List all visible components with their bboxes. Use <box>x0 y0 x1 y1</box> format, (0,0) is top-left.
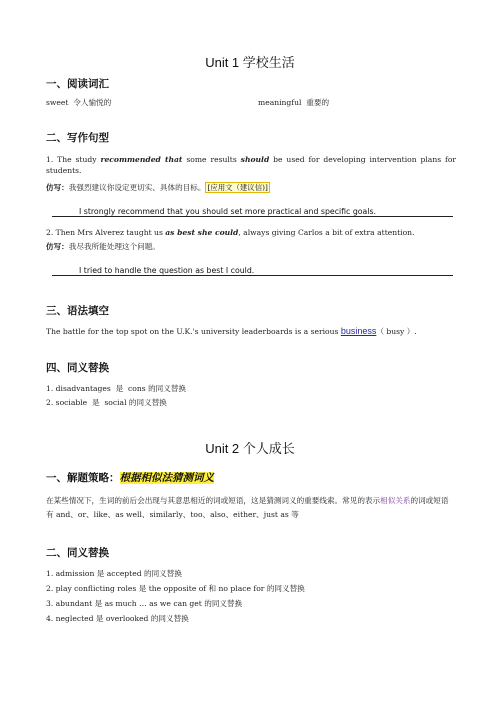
grammar-heading: 三、语法填空 <box>46 305 109 317</box>
imitation-1: 仿写：我强烈建议你设定更切实、具体的目标。 [应用文（建议信)] <box>46 183 268 192</box>
reading-vocab-heading: 一、阅读词汇 <box>46 78 109 90</box>
application-tag: [应用文（建议信)] <box>207 183 268 192</box>
unit2-synonym-2: 2. play conflicting roles 是 the opposite of 和 no place for 的同义替换 <box>46 584 305 593</box>
unit2-synonym-4: 4. neglected 是 overlooked 的同义替换 <box>46 614 189 623</box>
unit2-synonym-heading: 二、同义替换 <box>46 547 109 559</box>
sentence-2: 2. Then Mrs Alverez taught us as best she could, always giving Carlos a bit of extra attention. <box>46 228 415 237</box>
unit2-synonym-3: 3. abundant 是 as much … as we can get 的同义替换 <box>46 599 243 608</box>
unit1-title: Unit 1 学校生活 <box>205 55 295 70</box>
imitation-2: 仿写：我尽我所能处理这个问题。 <box>46 242 160 251</box>
grammar-sentence: The battle for the top spot on the U.K.'s university leaderboards is a serious business（ busy ）. <box>46 326 417 336</box>
strategy-highlight: 根据相似法猜测词义 <box>119 472 214 484</box>
grammar-answer: business <box>340 326 377 336</box>
imitation-2-answer: I tried to handle the question as best I could. <box>52 265 453 276</box>
synonym-heading: 四、同义替换 <box>46 362 109 374</box>
strategy-paragraph: 在某些情况下，生词的前后会出现与其意思相近的词或短语，这是猜测词义的重要线索。常见的表示相似关系的词或短语有 and、or、like、as well、similarly、too、also、either、just as 等 <box>46 496 449 519</box>
unit2-synonym-1: 1. admission 是 accepted 的同义替换 <box>46 569 182 578</box>
imitation-1-answer: I strongly recommend that you should set more practical and specific goals. <box>52 206 453 217</box>
synonym-item-1: 1. disadvantages 是 cons 的同义替换 <box>46 384 187 393</box>
writing-patterns-heading: 二、写作句型 <box>46 132 109 144</box>
unit2-title: Unit 2 个人成长 <box>205 441 295 456</box>
synonym-item-2: 2. sociable 是 social 的同义替换 <box>46 398 167 407</box>
sentence-1: 1. The study recommended that some results should be used for developing intervention plans for students. <box>46 155 457 175</box>
strategy-heading: 一、解题策略：根据相似法猜测词义 <box>46 472 214 484</box>
vocab-item-1: sweet 令人愉悦的 <box>46 98 112 107</box>
vocab-item-2: meaningful 重要的 <box>258 98 330 107</box>
